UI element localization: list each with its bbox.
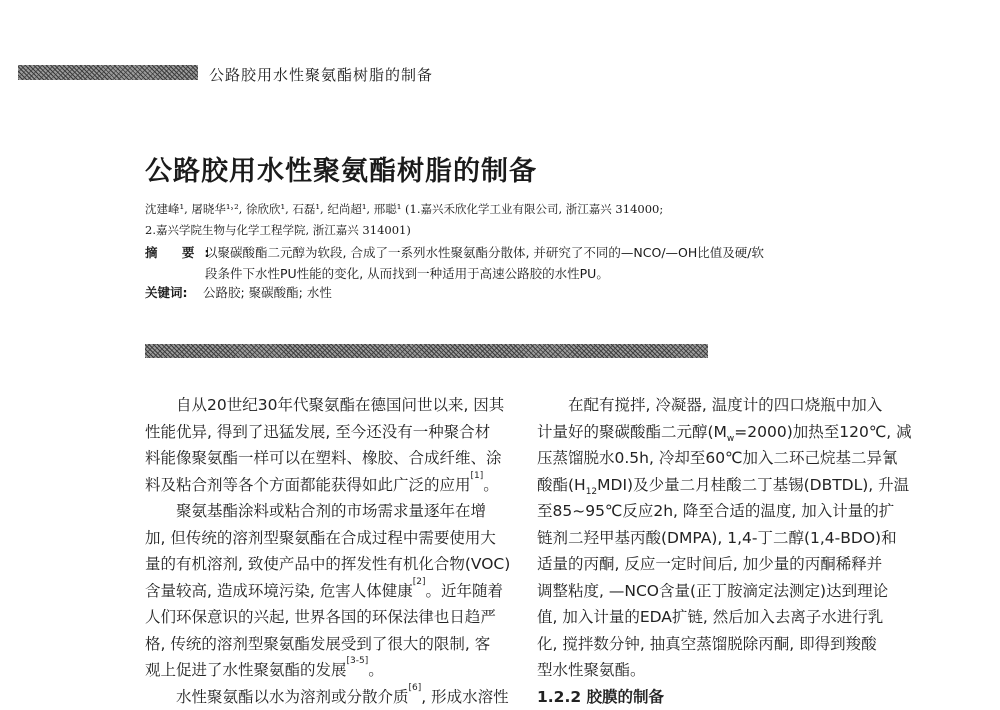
body-line: 化, 搅拌数分钟, 抽真空蒸馏脱除丙酮, 即得到羧酸 bbox=[537, 631, 892, 658]
body-line: 至85~95℃反应2h, 降至合适的温度, 加入计量的扩 bbox=[537, 498, 892, 525]
body-line: 料及粘合剂等各个方面都能获得如此广泛的应用[1]。 bbox=[145, 472, 500, 499]
body-line: 水性聚氨酯以水为溶剂或分散介质[6], 形成水溶性 bbox=[145, 684, 500, 710]
body-column-left bbox=[145, 392, 500, 710]
body-line: 型水性聚氨酯。 bbox=[537, 657, 892, 684]
body-line: 值, 加入计量的EDA扩链, 然后加入去离子水进行乳 bbox=[537, 604, 892, 631]
body-line: 适量的丙酮, 反应一定时间后, 加少量的丙酮稀释并 bbox=[537, 551, 892, 578]
affiliation-line: 2.嘉兴学院生物与化学工程学院, 浙江嘉兴 314001) bbox=[145, 222, 411, 238]
body-line: 人们环保意识的兴起, 世界各国的环保法律也日趋严 bbox=[145, 604, 500, 631]
header-decorative-band bbox=[18, 65, 198, 80]
body-line: 自从20世纪30年代聚氨酯在德国问世以来, 因其 bbox=[145, 392, 500, 419]
citation-ref: [1] bbox=[471, 471, 484, 481]
running-header-title: 公路胶用水性聚氨酯树脂的制备 bbox=[209, 64, 433, 85]
body-line: 聚氨基酯涂料或粘合剂的市场需求量逐年在增 bbox=[145, 498, 500, 525]
keywords-line bbox=[145, 283, 332, 301]
body-line: 格, 传统的溶剂型聚氨酯发展受到了很大的限制, 客 bbox=[145, 631, 500, 658]
keywords-label: 关键词: bbox=[145, 283, 203, 301]
citation-ref: [6] bbox=[409, 683, 422, 693]
authors-line: 沈建峰¹, 屠晓华¹˒², 徐欣欣¹, 石磊¹, 纪尚超¹, 邢聪¹ (1.嘉兴禾欣化学工业有限公司, 浙江嘉兴 314000; bbox=[145, 201, 663, 217]
body-line: 链剂二羟甲基丙酸(DMPA), 1,4-丁二醇(1,4-BDO)和 bbox=[537, 525, 892, 552]
abstract-label: 摘 要: bbox=[145, 243, 205, 261]
keywords-text: 公路胶; 聚碳酸酯; 水性 bbox=[203, 285, 332, 300]
abstract-text-1: 以聚碳酸酯二元醇为软段, 合成了一系列水性聚氨酯分散体, 并研究了不同的—NCO/—OH比值及硬/软 bbox=[205, 245, 764, 260]
body-line: 量的有机溶剂, 致使产品中的挥发性有机化合物(VOC) bbox=[145, 551, 500, 578]
body-line: 调整粘度, —NCO含量(正丁胺滴定法测定)达到理论 bbox=[537, 578, 892, 605]
body-line: 压蒸馏脱水0.5h, 冷却至60℃加入二环己烷基二异氰 bbox=[537, 445, 892, 472]
section-heading: 1.2.2 胶膜的制备 bbox=[537, 684, 892, 710]
body-line: 加, 但传统的溶剂型聚氨酯在合成过程中需要使用大 bbox=[145, 525, 500, 552]
body-line: 计量好的聚碳酸酯二元醇$(M_w=2000)$加热至120℃, 减 bbox=[537, 419, 892, 446]
body-column-right bbox=[537, 392, 892, 710]
body-line: 料能像聚氨酯一样可以在塑料、橡胶、合成纤维、涂 bbox=[145, 445, 500, 472]
abstract-line-1 bbox=[145, 243, 764, 261]
citation-ref: [3-5] bbox=[347, 656, 369, 666]
section-divider-band bbox=[145, 344, 708, 358]
body-line: 在配有搅拌, 冷凝器, 温度计的四口烧瓶中加入 bbox=[537, 392, 892, 419]
paper-title: 公路胶用水性聚氨酯树脂的制备 bbox=[145, 149, 537, 188]
abstract-text-2: 段条件下水性PU性能的变化, 从而找到一种适用于高速公路胶的水性PU。 bbox=[205, 264, 609, 282]
citation-ref: [2] bbox=[413, 577, 426, 587]
body-line: 酸酯$(H_{12}MDI)$及少量二月桂酸二丁基锡(DBTDL), 升温 bbox=[537, 472, 892, 499]
body-line: 观上促进了水性聚氨酯的发展[3-5]。 bbox=[145, 657, 500, 684]
body-line: 性能优异, 得到了迅猛发展, 至今还没有一种聚合材 bbox=[145, 419, 500, 446]
body-line: 含量较高, 造成环境污染, 危害人体健康[2]。近年随着 bbox=[145, 578, 500, 605]
